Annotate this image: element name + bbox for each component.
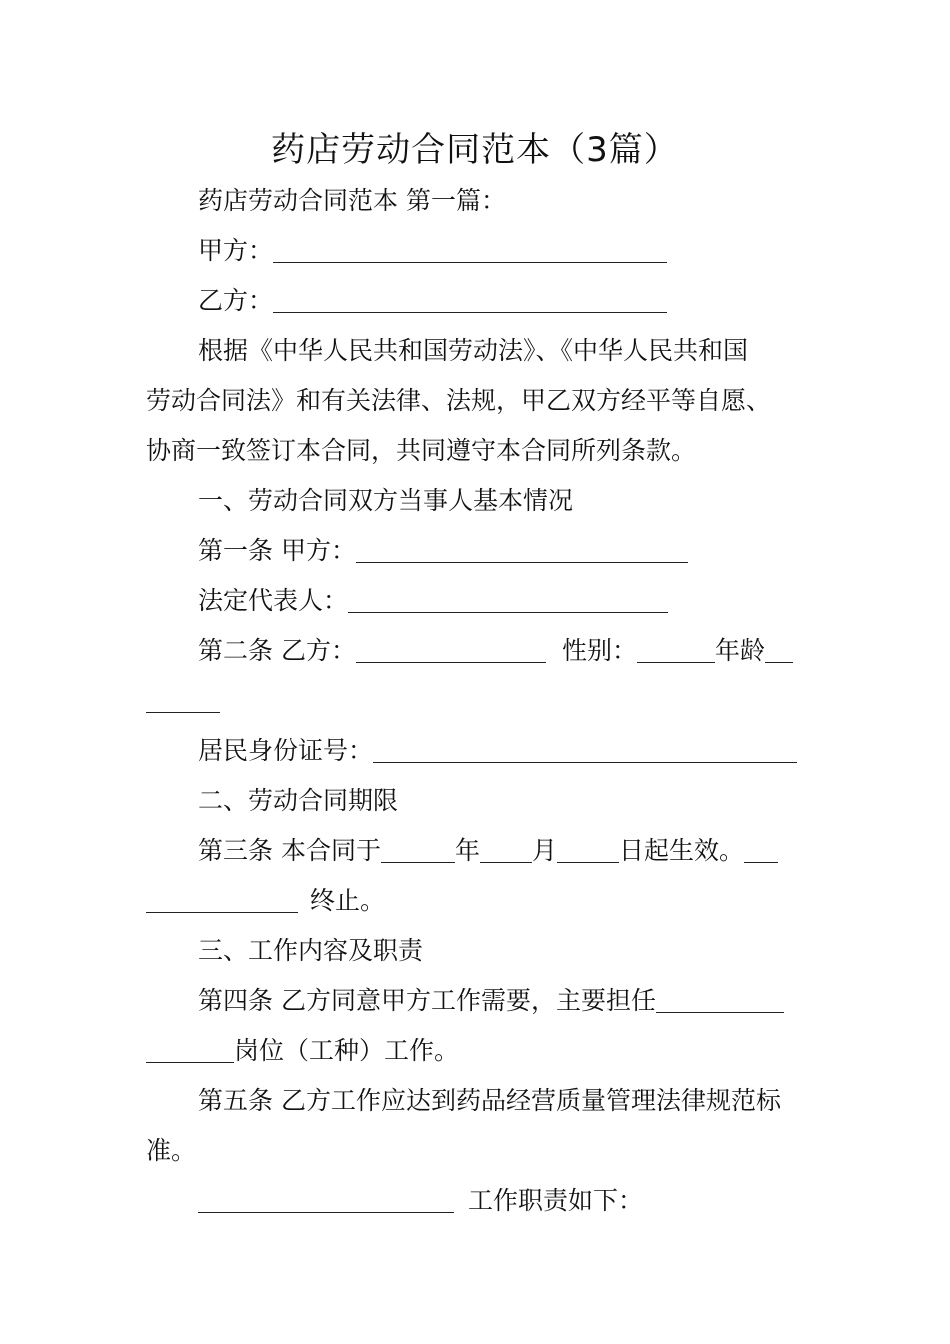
article-3-line-cont [146,876,808,926]
party-a-line [146,226,808,276]
start-year-blank[interactable] [381,832,455,863]
party-b-line [146,276,808,326]
position-blank-start[interactable] [656,982,784,1013]
article-1-label: 第一条 甲方： [198,536,356,565]
heading-2 [146,776,808,826]
end-date-blank-end[interactable] [146,882,298,913]
start-month-blank[interactable] [480,832,532,863]
duties-line [146,1176,808,1226]
article-5-line [146,1076,808,1126]
id-number-blank[interactable] [373,732,797,763]
month-label: 月 [531,836,557,865]
id-number-line [146,726,808,776]
article-5-text-1: 第五条 乙方工作应达到药品经营质量管理法律规范标 [198,1086,781,1115]
article-5-line-cont [146,1126,808,1176]
section-heading-text: 药店劳动合同范本 第一篇： [198,186,506,215]
gender-label: 性别： [561,636,637,665]
gender-blank[interactable] [637,632,715,663]
preamble-text-2: 劳动合同法》和有关法律、法规，甲乙双方经平等自愿、 [146,386,772,415]
year-label: 年 [454,836,480,865]
legal-rep-blank[interactable] [348,582,668,613]
party-a-label: 甲方： [198,236,274,265]
preamble-line-1 [146,326,808,376]
article-2-label: 第二条 乙方： [198,636,356,665]
document-title: 药店劳动合同范本（3篇） [271,130,679,170]
article-4-text: 第四条 乙方同意甲方工作需要，主要担任 [198,986,656,1015]
duties-blank[interactable] [198,1182,454,1213]
heading-1 [146,476,808,526]
day-effective-label: 日起生效。 [618,836,744,865]
end-label: 终止。 [310,886,386,915]
article-5-text-2: 准。 [146,1136,197,1165]
party-a-blank[interactable] [273,232,667,263]
legal-rep-line [146,576,808,626]
article-2-line-cont [146,676,808,726]
preamble-text-1: 根据《中华人民共和国劳动法》、《中华人民共和国 [198,336,749,365]
post-label: 岗位（工种）工作。 [234,1036,460,1065]
heading-3 [146,926,808,976]
article-3-label: 第三条 本合同于 [198,836,381,865]
legal-rep-label: 法定代表人： [198,586,349,615]
age-label: 年龄 [714,636,765,665]
end-date-blank-start[interactable] [744,832,778,863]
party-b-name-blank[interactable] [356,632,546,663]
duties-label: 工作职责如下： [468,1186,644,1215]
heading-2-text: 二、劳动合同期限 [198,786,399,815]
heading-1-text: 一、劳动合同双方当事人基本情况 [198,486,574,515]
article-2-line [146,626,808,676]
preamble-line-2 [146,376,808,426]
age-blank-end[interactable] [146,682,220,713]
party-b-label: 乙方： [198,286,274,315]
position-blank-end[interactable] [146,1032,234,1063]
article-4-line [146,976,808,1026]
section-heading [146,176,808,226]
id-number-label: 居民身份证号： [198,736,374,765]
party-b-blank[interactable] [273,282,667,313]
article-1-blank[interactable] [356,532,688,563]
article-3-line [146,826,808,876]
age-blank-start[interactable] [765,632,793,663]
preamble-text-3: 协商一致签订本合同，共同遵守本合同所列条款。 [146,436,697,465]
preamble-line-3 [146,426,808,476]
start-day-blank[interactable] [557,832,619,863]
article-4-line-cont [146,1026,808,1076]
heading-3-text: 三、工作内容及职责 [198,936,424,965]
article-1-line [146,526,808,576]
